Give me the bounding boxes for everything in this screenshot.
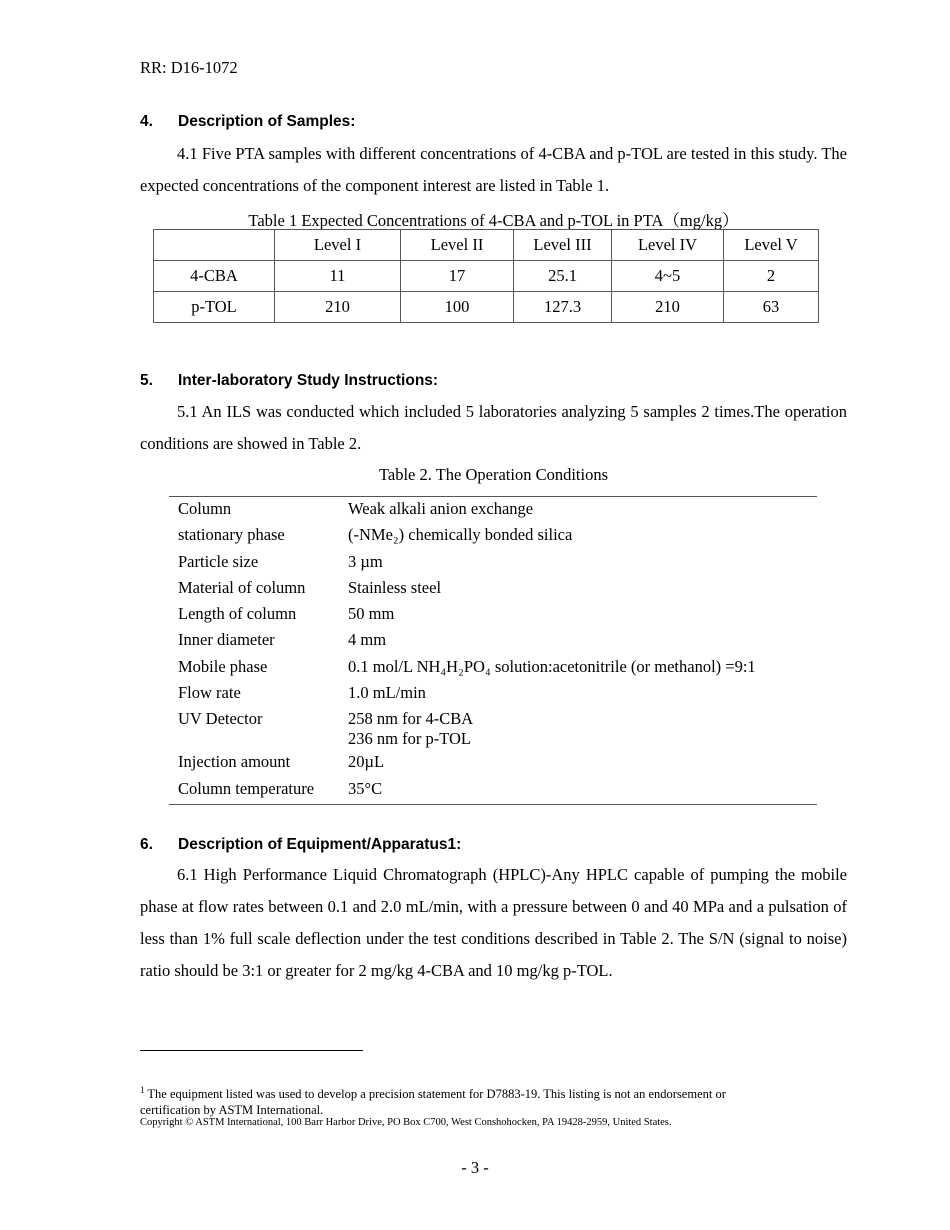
section-5-heading <box>140 372 438 390</box>
section-6-number: 6. <box>140 836 153 853</box>
table-row <box>178 683 817 709</box>
section-4-paragraph: 4.1 Five PTA samples with different concentrations of 4-CBA and p-TOL are tested in this study. The expected concentrations of the component interest are listed in Table 1. <box>140 144 847 195</box>
section-5-title: Inter-laboratory Study Instructions: <box>178 372 439 389</box>
table-2-label: Material of column <box>178 577 306 597</box>
table-row <box>178 499 817 525</box>
table-2 <box>178 499 817 805</box>
table-1-cell: 210 <box>612 292 724 323</box>
table-2-caption: Table 2. The Operation Conditions <box>378 465 609 484</box>
table-1-header-cell: Level III <box>514 230 612 261</box>
table-row <box>178 752 817 778</box>
table-2-value: 4 mm <box>348 630 387 650</box>
table-2-label: Flow rate <box>178 683 241 703</box>
footnote-separator <box>140 1050 363 1051</box>
section-4-heading <box>140 113 355 131</box>
table-2-value: 20µL <box>348 752 385 772</box>
table-2-label: Column temperature <box>178 778 315 798</box>
table-2-label: Mobile phase <box>178 656 268 676</box>
table-2-value: 1.0 mL/min <box>348 683 426 703</box>
table-1 <box>153 229 819 323</box>
table-1-cell: 25.1 <box>514 261 612 292</box>
table-1-cell: 100 <box>401 292 514 323</box>
table-1-header-cell: Level II <box>401 230 514 261</box>
section-4-number: 4. <box>140 113 153 130</box>
section-6-heading <box>140 836 461 854</box>
table-1-cell: 127.3 <box>514 292 612 323</box>
table-1-header-cell: Level V <box>724 230 819 261</box>
table-2-label: stationary phase <box>178 525 285 545</box>
table-2-bottom-rule <box>169 804 817 805</box>
table-2-value: 35°C <box>348 778 383 798</box>
table-2-label: UV Detector <box>178 709 263 729</box>
table-2-label: Injection amount <box>178 752 291 772</box>
section-6-title: Description of Equipment/Apparatus1: <box>178 836 462 853</box>
table-1-cell: 2 <box>724 261 819 292</box>
table-1-header-cell <box>154 230 275 261</box>
table-2-label: Particle size <box>178 551 259 571</box>
table-1-caption: Table 1 Expected Concentrations of 4-CBA and p-TOL in PTA（mg/kg） <box>248 211 739 230</box>
table-row <box>178 657 817 683</box>
table-row <box>154 292 819 323</box>
table-2-label: Column <box>178 499 232 518</box>
table-2-value: 50 mm <box>348 604 395 624</box>
table-2-label: Length of column <box>178 604 297 624</box>
footnote <box>140 1082 780 1118</box>
table-row <box>178 779 817 805</box>
table-row <box>178 525 817 551</box>
table-1-cell: 210 <box>275 292 401 323</box>
table-row <box>154 261 819 292</box>
table-2-value: 0.1 mol/L NH₄H₂PO₄ solution:acetonitrile (or methanol) =9:1 <box>348 656 756 676</box>
table-1-cell: 4~5 <box>612 261 724 292</box>
table-2-value: Stainless steel <box>348 577 442 597</box>
table-1-cell: 63 <box>724 292 819 323</box>
table-1-row-label: p-TOL <box>154 292 275 323</box>
section-6-paragraph: 6.1 High Performance Liquid Chromatograph (HPLC)-Any HPLC capable of pumping the mobile phase at flow rates between 0.1 and 2.0 mL/min, with a pressure between 0 and 40 MPa and a pulsation of less than 1% full scale deflection under the test conditions described in Table 2. The S/N (signal to noise) ratio should be 3:1 or greater for 2 mg/kg 4-CBA and 10 mg/kg p-TOL. <box>140 865 847 980</box>
table-row <box>178 709 817 752</box>
table-2-label: Inner diameter <box>178 630 275 650</box>
table-2-value-line: 236 nm for p-TOL <box>348 729 471 749</box>
table-2-top-rule <box>169 496 817 497</box>
footnote-marker: 1 <box>140 1085 145 1095</box>
table-2-value: 3 µm <box>348 551 383 571</box>
table-1-header-row <box>154 230 819 261</box>
table-1-header-cell: Level IV <box>612 230 724 261</box>
section-5-paragraph: 5.1 An ILS was conducted which included 5 laboratories analyzing 5 samples 2 times.The operation conditions are showed in Table 2. <box>140 402 847 453</box>
table-row <box>178 552 817 578</box>
section-5-number: 5. <box>140 372 153 389</box>
table-2-value: Weak alkali anion exchange <box>348 499 534 518</box>
copyright-notice: Copyright © ASTM International, 100 Barr Harbor Drive, PO Box C700, West Conshohocken, PA 19428-2959, United States. <box>140 1117 672 1128</box>
table-row <box>178 578 817 604</box>
page-number: - 3 - <box>461 1158 489 1177</box>
footnote-text: The equipment listed was used to develop a precision statement for D7883-19. This listing is not an endorsement or certification by ASTM International. <box>140 1087 726 1118</box>
table-2-value-line: 258 nm for 4-CBA <box>348 709 474 729</box>
table-1-cell: 11 <box>275 261 401 292</box>
table-2-value: (-NMe₂) chemically bonded silica <box>348 525 573 545</box>
table-2-value <box>348 709 817 752</box>
table-1-cell: 17 <box>401 261 514 292</box>
report-id: RR: D16-1072 <box>140 58 238 77</box>
section-4-title: Description of Samples: <box>178 113 356 130</box>
table-1-header-cell: Level I <box>275 230 401 261</box>
table-1-row-label: 4-CBA <box>154 261 275 292</box>
table-row <box>178 630 817 656</box>
table-row <box>178 604 817 630</box>
